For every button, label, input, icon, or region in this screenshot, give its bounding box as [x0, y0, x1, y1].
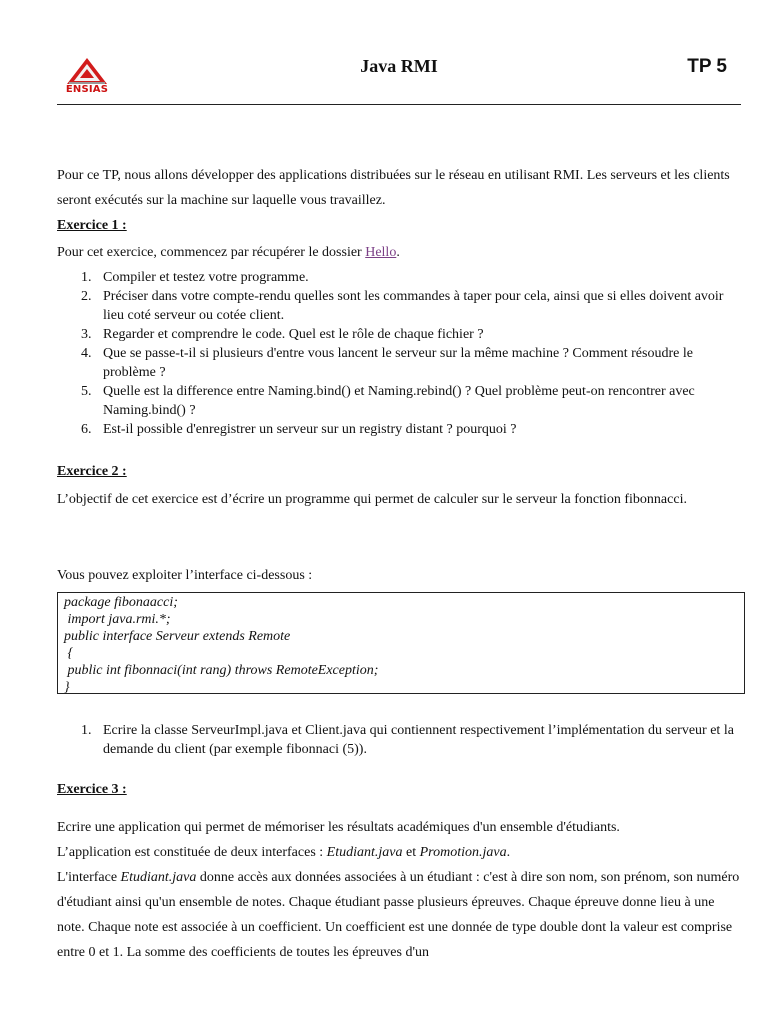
p2-text: . [506, 845, 511, 860]
list-number: 6. [81, 422, 92, 437]
list-item [57, 721, 741, 759]
code-line: { [64, 646, 74, 661]
code-line: } [64, 680, 70, 695]
list-text: Est-il possible d'enregistrer un serveur sur un registry distant ? pourquoi ? [103, 422, 517, 437]
exercise-1-lead-end: . [396, 245, 400, 260]
p3-text: donne accès aux données associées à un étudiant : c'est à dire son nom, son prénom, son numéro d'étudiant ainsi qu'un ensemble de notes. Chaque étudiant passe plusieurs épreuves. Chaque épreuve donne lieu à une note. Chaque note est associée à un coefficient. Un coefficient est une donnée de type double dont la valeur est comprise entre 0 et 1. La somme des coefficients de toutes les épreuves d'un [57, 870, 740, 960]
etudiant-java-file: Etudiant.java [120, 870, 197, 885]
hello-folder-link[interactable]: Hello [365, 245, 397, 260]
list-number: 4. [81, 346, 92, 361]
code-box [57, 592, 745, 694]
tp-number: TP 5 [687, 56, 727, 77]
exercise-1-questions [57, 268, 741, 439]
list-item [57, 420, 741, 439]
list-item [57, 268, 741, 287]
intro-paragraph: Pour ce TP, nous allons développer des applications distribuées sur le réseau en utilisant RMI. Les serveurs et les clients seront exécutés sur la machine sur laquelle vous travaillez. [57, 168, 730, 208]
exercise-2-lead: Vous pouvez exploiter l’interface ci-dessous : [57, 568, 313, 583]
list-number: 2. [81, 289, 92, 304]
document-title: Java RMI [360, 56, 438, 76]
exercise-1-lead [57, 240, 741, 265]
code-line: package fibonaacci; [64, 595, 178, 610]
p2-text: L’application est constituée de deux interfaces : [57, 845, 327, 860]
list-number: 1. [81, 270, 92, 285]
list-text: Ecrire la classe ServeurImpl.java et Client.java qui contiennent respectivement l’implémentation du serveur et la demande du client (par exemple fibonnaci (5)). [103, 723, 734, 757]
etudiant-java-file: Etudiant.java [326, 845, 403, 860]
exercise-3-heading: Exercice 3 : [57, 782, 127, 797]
page-header [57, 50, 741, 105]
list-item [57, 382, 741, 420]
exercise-3-paragraph-2 [57, 840, 741, 865]
exercise-2-heading: Exercice 2 : [57, 464, 127, 479]
list-text: Compiler et testez votre programme. [103, 270, 309, 285]
list-item [57, 287, 741, 325]
code-line: public interface Serveur extends Remote [64, 629, 291, 644]
list-text: Que se passe-t-il si plusieurs d'entre vous lancent le serveur sur la même machine ? Comment résoudre le problème ? [103, 346, 693, 380]
list-number: 1. [81, 723, 92, 738]
list-number: 5. [81, 384, 92, 399]
p3-text: L'interface [57, 870, 121, 885]
list-text: Quelle est la difference entre Naming.bind() et Naming.rebind() ? Quel problème peut-on rencontrer avec Naming.bind() ? [103, 384, 695, 418]
exercise-3-paragraph-3 [57, 865, 741, 965]
exercise-1-lead-text: Pour cet exercice, commencez par récupérer le dossier [57, 245, 366, 260]
promotion-java-file: Promotion.java [419, 845, 507, 860]
list-item [57, 325, 741, 344]
code-line: public int fibonnaci(int rang) throws RemoteException; [64, 663, 379, 678]
exercise-2-description: L’objectif de cet exercice est d’écrire un programme qui permet de calculer sur le serveur la fonction fibonnacci. [57, 492, 687, 507]
list-text: Préciser dans votre compte-rendu quelles sont les commandes à taper pour cela, ainsi que si elles doivent avoir lieu coté serveur ou cotée client. [103, 289, 724, 323]
list-number: 3. [81, 327, 92, 342]
exercise-2-questions [57, 721, 741, 759]
logo-text: ENSIAS [65, 84, 109, 95]
list-text: Regarder et comprendre le code. Quel est le rôle de chaque fichier ? [103, 327, 484, 342]
p2-text: et [402, 845, 420, 860]
code-line: import java.rmi.*; [64, 612, 171, 627]
exercise-3-paragraph-1: Ecrire une application qui permet de mémoriser les résultats académiques d'un ensemble d'étudiants. [57, 820, 620, 835]
exercise-1-heading: Exercice 1 : [57, 218, 127, 233]
list-item [57, 344, 741, 382]
